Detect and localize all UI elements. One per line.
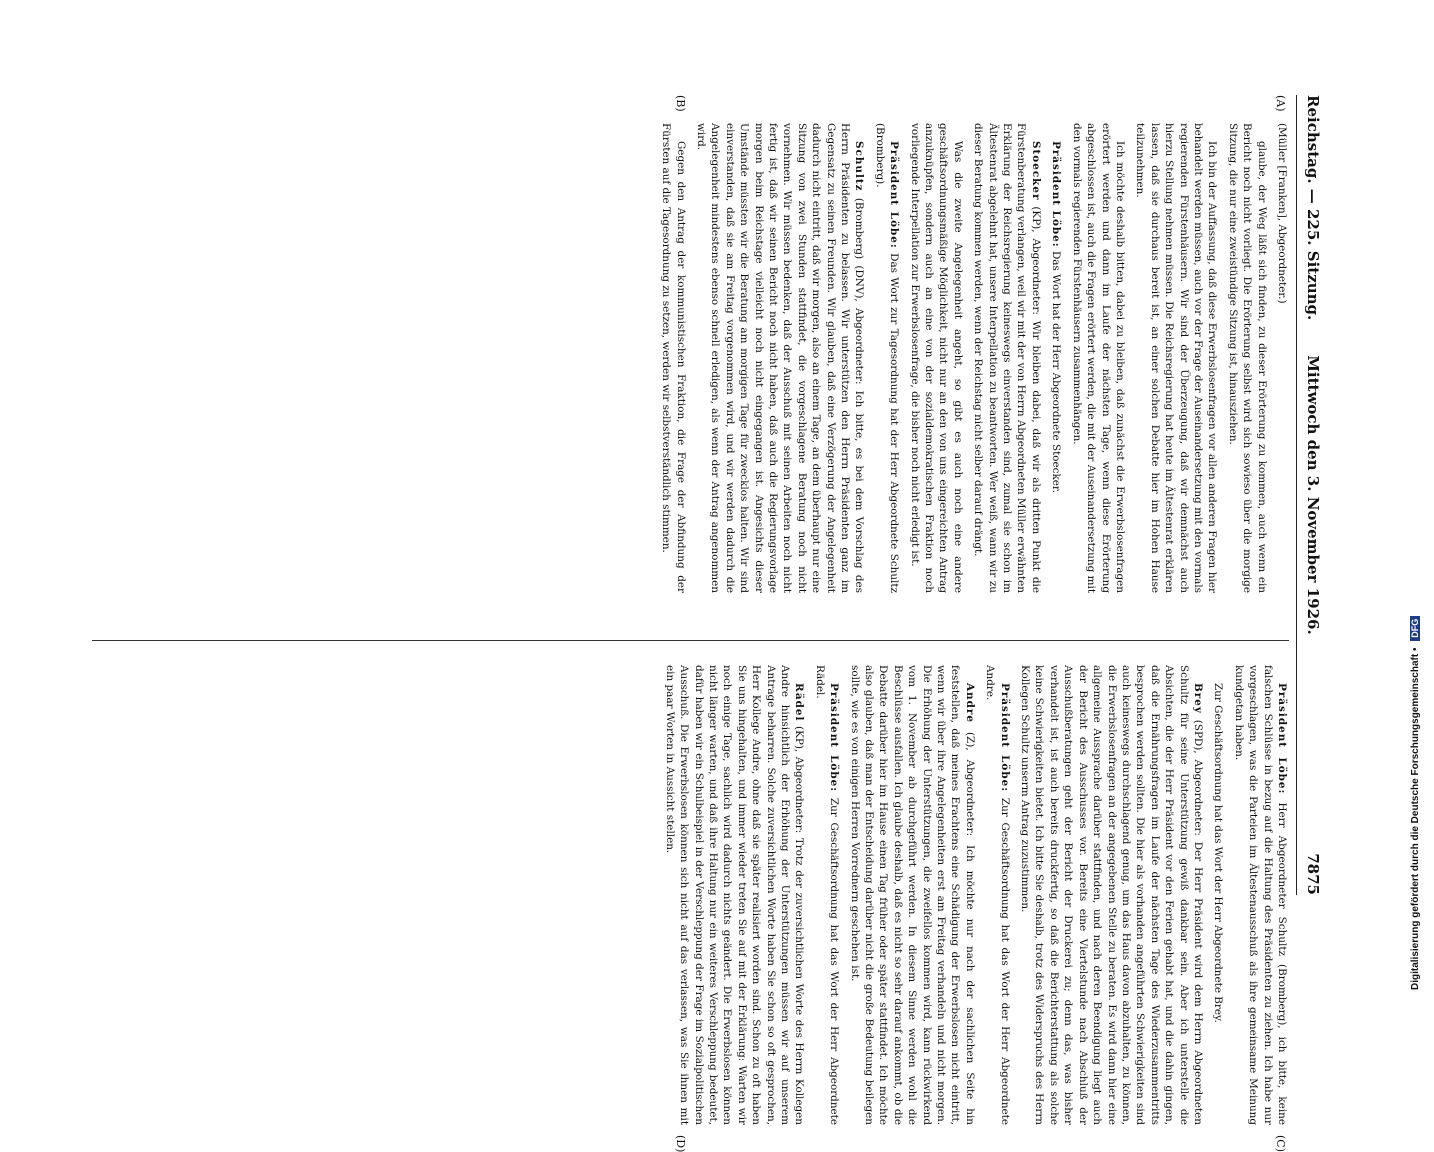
right-column: [656, 665, 1289, 1125]
paragraph: Zur Geschäftsordnung hat das Wort der Herr Abgeordnete Brey.: [1212, 683, 1225, 1023]
margin-marker-d: (D): [674, 1135, 687, 1152]
speech-text: (KP), Abgeordneter: Trotz der zuversichtlichen Worte des Herrn Kollegen Andre hinsichtlich der Erhöhung der Unterstützungen müssen wir auf unserem Antrage beharren. Solche zuversichtlichen Worte haben Sie schon so oft gesprochen, Herr Kollege Andre, ohne daß sie später realisiert worden sind. Schon zu oft haben Sie uns hingehalten, und immer wieder treten Sie auf mit der Erklärung: Warten wir noch einige Tage, sachlich wird dadurch nichts geändert. Die Erwerbslosen können nicht länger warten, und daß ihre Haltung nur ein weiteres Verschleppung bedeutet, dafür haben wir ein Schulbeispiel in der Verschleppung der Frage im Sozialpolitischen Ausschuß. Die Erwerbslosen können sich nicht auf das verlassen, was Sie ihnen mit ein paar Worten in Aussicht stellen.: [663, 665, 806, 1125]
page-number: 7875: [1304, 853, 1322, 895]
digitization-credit: [1410, 10, 1434, 990]
speech-text: Das Wort hat der Herr Abgeordnete Stoecker.: [1050, 250, 1063, 494]
speech-text: (SPD), Abgeordneter: Der Herr Präsident wird dem Herrn Abgeordneten Schultz für seine Unterstützung gewiß dankbar sein. Aber ich unterstelle die Absichten, die der Herr Präsident vor den Ferien gehabt hat, und die dahin gingen, daß die Ernährungsfragen im Laufe der nächsten Tage des Wiederzusammentritts besprochen werden sollten. Die hier als vorhanden angeführten Schwierigkeiten sind auch keineswegs durchschlagend genug, um das Haus davon abzuhalten, zu können, die Erwerbslosenfragen an der angegebenen Stelle zu beraten. Es wird dann hier eine allgemeine Aussprache darüber stattfinden, und nach deren Beendigung liegt auch der Bericht des Ausschusses vor. Bereits eine Viertelstunde nach Abschluß der Ausschußberatungen geht der Bericht der Druckerei zu; denn das, was bisher verhandelt ist, ist auch bereits druckfertig, so daß die Berichterstattung als solche keine Schwierigkeiten bietet. Ich bitte Sie deshalb, trotz des Widerspruchs des Herrn Kollegen Schultz unserm Antrag zuzustimmen.: [1019, 665, 1204, 1125]
paragraph: Ich möchte deshalb bitten, dabei zu bleiben, daß zunächst die Erwerbslosenfragen erörtert werden und dann im Laufe der nächsten Tage, wenn diese Erörterung abgeschlossen ist, auch die Fragen erörtert werden, die mit der Auseinandersetzung mit den vormals regierenden Fürstenhäusern zusammenhängen.: [1070, 123, 1126, 593]
speech-paragraph: [1231, 665, 1289, 1125]
speech-text: (Bromberg) (DNV), Abgeordneter: Ich bitte, es bei dem Vorschlag des Herrn Präsidenten zu belassen. Wir unterstützen den Herrn Präsidenten ganz im Gegensatz zu seinen Freunden. Wir glauben, daß eine Verzögerung der Angelegenheit dadurch nicht eintritt, daß wir morgen, also an einem Tage, an dem überhaupt nur eine Sitzung von zwei Stunden stattfindet, die vorgeschlagene Beratung noch nicht vornehmen. Wir müssen bedenken, daß der Ausschuß mit seinen Arbeiten noch nicht fertig ist, daß wir seinen Bericht noch nicht haben, daß auch die Regierungsvorlage morgen beim Reichstage vielleicht noch nicht eingegangen ist. Angesichts dieser Umstände müssten wir die Beratung am morgigen Tage für zwecklos halten. Wir sind einverstanden, daß sie am Freitag vorgenommen wird, und wir werden dadurch die Angelegenheit mindestens ebenso schnell erledigen, als wenn der Antrag angenommen wird.: [694, 123, 866, 593]
dfg-logo: DFG: [1410, 616, 1420, 641]
speaker-continuation: (Müller [Franken], Abgeordneter.): [1276, 123, 1288, 304]
speaker-name: Präsident Löbe:: [998, 683, 1011, 793]
credit-text: Digitalisierung gefördert durch die Deutsche Forschungsgemeinschaft •: [1410, 647, 1421, 990]
header-date: Mittwoch den 3. November 1926.: [1304, 355, 1322, 635]
speaker-name: Präsident Löbe:: [888, 141, 901, 249]
speaker-name: Rädel: [793, 683, 806, 722]
speech-paragraph: [1018, 665, 1205, 1125]
paragraph: Was die zweite Angelegenheit angeht, so gibt es auch noch eine andere geschäftsordnungsmäßige Möglichkeit, nicht nur an den von uns eingereichten Antrag anzuknüpfen, sondern auch an eine von der sozialdemokratischen Fraktion noch vorliegende Interpellation zur Erwerbslosenfrage, die bisher noch nicht erledigt ist.: [908, 123, 964, 593]
margin-marker-b: (B): [674, 95, 687, 112]
paragraph: glaube, der Weg läßt sich finden, zu dieser Erörterung zu kommen, auch wenn ein Bericht noch nicht vorliegt. Die Erörterung selbst wird sich sowieso über die morgige Sitzung, die nur eine zweistündige Sitzung ist, hinausziehen.: [1226, 123, 1268, 593]
header-rule: [1296, 95, 1297, 895]
speaker-name: Präsident Löbe:: [1276, 683, 1288, 795]
speech-text: Herr Abgeordneter Schultz (Bromberg), ich bitte, keine falschen Schlüsse in bezug auf die Haltung des Präsidenten zu ziehen. Ich habe nur vorgeschlagen, was die Parteien im Ältestenausschuß als ihre gemeinsame Meinung kundgetan haben.: [1232, 665, 1288, 1125]
speech-text: Zur Geschäftsordnung hat das Wort der Herr Abgeordnete Rädel.: [813, 665, 841, 1125]
margin-marker-a: (A): [1274, 95, 1287, 112]
speech-text: Das Wort zur Tagesordnung hat der Herr Abgeordnete Schultz (Bromberg).: [873, 123, 901, 593]
column-divider: [92, 640, 1289, 641]
speech-paragraph: [1049, 123, 1063, 593]
speech-paragraph: [812, 665, 841, 1125]
speaker-name: Brey: [1191, 683, 1204, 714]
speech-paragraph: [662, 665, 806, 1125]
speech-text: (Z), Abgeordneter: Ich möchte nur nach der sachlichen Seite hin feststellen, daß meines Erachtens eine Schädigung der Erwerbslosen nicht eintritt, wenn wir über ihre Angelegenheiten erst am Freitag verhandeln und nicht morgen. Die Erhöhung der Unterstützungen, die zweifellos kommen wird, kann rückwirkend vom 1. November ab durchgeführt werden. In diesem Sinne werden wohl die Beschlüsse ausfallen. Ich glaube deshalb, daß es nicht so sehr darauf ankommt, ob die Debatte darüber hier im Hause einen Tag früher oder später stattfindet. Ich möchte also glauben, daß man der Entscheidung darüber nicht die große Bedeutung beilegen sollte, wie es von einigen Herren Vorrednern geschehen ist.: [848, 665, 976, 1125]
paragraph: Gegen den Antrag der kommunistischen Fraktion, die Frage der Abfindung der Fürsten auf die Tagesordnung zu setzen, werden wir selbstverständlich stimmen.: [660, 123, 687, 593]
speech-text: (KP), Abgeordneter: Wir bleiben dabei, daß wir als dritten Punkt die Fürstenberatung verlangen, weil wir mit der von Herrn Abgeordneten Müller erwähnten Erklärung der Reichsregierung keineswegs einverstanden sind, zumal sie schon im Ältestenrat abgelehnt hat, unsere Interpellation zu beantworten. Wer weiß, wann wir zu dieser Beratung kommen werden, wenn der Reichstag nicht selber darauf drängt.: [972, 123, 1042, 593]
speech-paragraph: [971, 123, 1043, 593]
speech-paragraph: [847, 665, 977, 1125]
speech-paragraph: [983, 665, 1012, 1125]
paragraph: Ich bin der Auffassung, daß diese Erwerbslosenfragen vor allen anderen Fragen hier behandelt werden müssen, auch vor der Frage der Auseinandersetzung mit den vormals regierenden Fürstenhäusern. Wir sind der Überzeugung, daß wir demnächst auch hierzu Stellung nehmen müssen. Die Reichsregierung hat heute im Ältestenrat erklären lassen, daß sie durchaus bereit ist, an einer solchen Debatte hier im Hohen Hause teilzunehmen.: [1134, 123, 1219, 593]
speaker-name: Präsident Löbe:: [828, 683, 841, 793]
margin-marker-c: (C): [1274, 1135, 1287, 1152]
speaker-name: Schultz: [853, 141, 866, 192]
speaker-name: Stoecker: [1029, 141, 1042, 201]
speech-paragraph: [694, 123, 867, 593]
speech-text: Zur Geschäftsordnung hat das Wort der Herr Abgeordnete Andre.: [984, 665, 1011, 1125]
header-left: Reichstag. — 225. Sitzung.: [1304, 95, 1322, 321]
left-column: [653, 123, 1289, 593]
speaker-name: Andre: [963, 683, 976, 723]
speech-paragraph: [872, 123, 901, 593]
document-page: [92, 95, 1327, 1152]
page-header: [1299, 95, 1327, 895]
speaker-name: Präsident Löbe:: [1050, 141, 1063, 248]
